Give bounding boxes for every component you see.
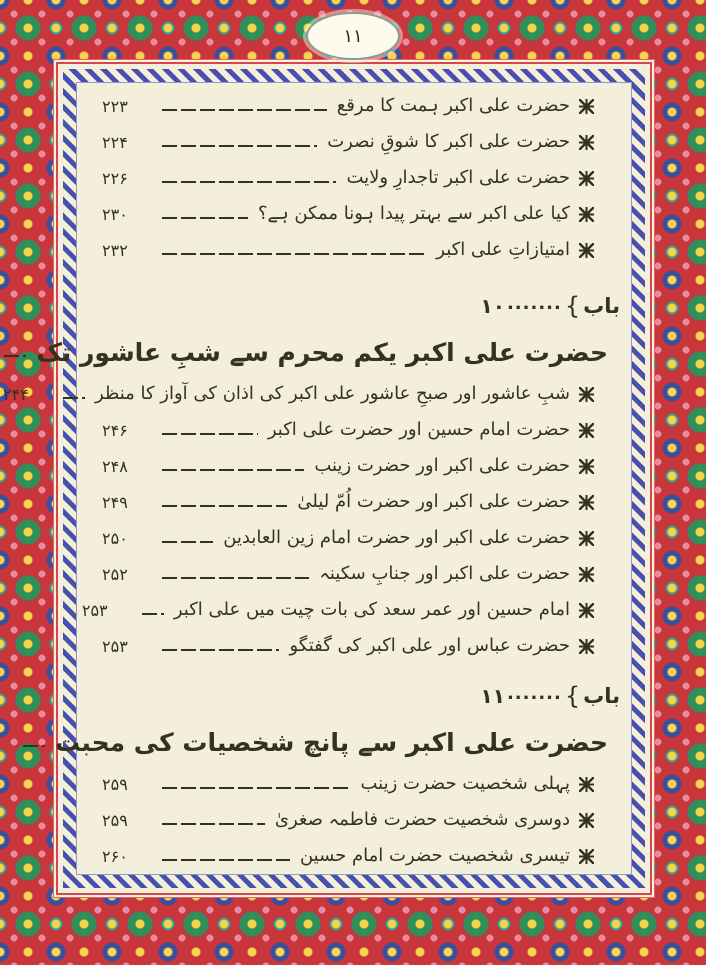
- toc-entry: [3, 376, 624, 412]
- entry-page-number: ۲۵۰: [102, 528, 128, 548]
- toc-entry: [82, 556, 624, 592]
- chapter-dots: .......: [506, 682, 562, 704]
- dash-leader: [162, 217, 248, 219]
- page-number: ۱۱: [343, 25, 363, 47]
- dash-leader: [162, 823, 265, 825]
- asterisk-icon: [579, 135, 594, 150]
- asterisk-icon: [579, 171, 594, 186]
- entry-page-number: ۲۲۳: [102, 96, 128, 116]
- toc-entry: [82, 160, 624, 196]
- asterisk-icon: [579, 813, 594, 828]
- toc-entry: [82, 520, 624, 556]
- asterisk-icon: [579, 387, 594, 402]
- entry-title: حضرت علی اکبر اور حضرت زینب: [314, 455, 570, 476]
- chapter-title-row: [36, 328, 624, 376]
- asterisk-icon: [579, 207, 594, 222]
- entry-page-number: ۲۵۹: [102, 810, 128, 830]
- entry-title: حضرت علی اکبر ہمت کا مرقع: [336, 95, 570, 116]
- entry-page-number: ۲۵۲: [102, 564, 128, 584]
- dash-leader: [162, 253, 426, 255]
- dash-leader: [63, 397, 85, 399]
- toc-entry: [82, 232, 624, 268]
- entry-page-number: ۲۶۰: [102, 846, 128, 866]
- entry-title: شبِ عاشور اور صبحِ عاشور علی اکبر کی اذان کی آواز کا منظر: [95, 383, 570, 404]
- dash-leader: [4, 355, 26, 357]
- chapter-title: حضرت علی اکبر یکم محرم سے شبِ عاشور تک: [36, 337, 608, 367]
- entry-page-number: ۲۴۸: [102, 456, 128, 476]
- entry-title: حضرت عباس اور علی اکبر کی گفتگو: [289, 635, 570, 656]
- dash-leader: [162, 145, 317, 147]
- toc-entry: [82, 592, 624, 628]
- chapter-label: باب: [583, 684, 620, 708]
- entry-page-number: ۲۵۳: [81, 600, 108, 620]
- asterisk-icon: [579, 849, 594, 864]
- dash-leader: [162, 787, 350, 789]
- asterisk-icon: [579, 603, 594, 618]
- entry-title: دوسری شخصیت حضرت فاطمہ صغریٰ: [274, 809, 570, 830]
- chapter-dots: .......: [506, 292, 562, 314]
- entry-page-number: ۲۲۴: [102, 132, 128, 152]
- entry-title: پہلی شخصیت حضرت زینب: [360, 773, 570, 794]
- toc-entry: [82, 628, 624, 664]
- dash-leader: [23, 745, 45, 747]
- entry-page-number: ۲۵۹: [102, 774, 128, 794]
- asterisk-icon: [579, 459, 594, 474]
- asterisk-icon: [579, 423, 594, 438]
- page-number-cartouche: [306, 12, 400, 60]
- chapter-title: حضرت علی اکبر سے پانچ شخصیات کی محبت: [54, 727, 608, 757]
- entry-page-number: ۲۲۶: [102, 168, 128, 188]
- entry-title: حضرت علی اکبر کا شوقِ نصرت: [327, 131, 570, 152]
- asterisk-icon: [579, 99, 594, 114]
- entry-page-number: ۲۳۲: [102, 240, 128, 260]
- page-sheet: [3, 62, 652, 895]
- dash-leader: [162, 433, 258, 435]
- chapter-label: باب: [583, 294, 620, 318]
- asterisk-icon: [579, 531, 594, 546]
- entry-title: حضرت علی اکبر تاجدارِ ولایت: [346, 167, 570, 188]
- toc-entry: [82, 448, 624, 484]
- entry-title: کیا علی اکبر سے بہتر پیدا ہونا ممکن ہے؟: [257, 203, 570, 224]
- dash-leader: [142, 613, 164, 615]
- toc-entry: [82, 838, 624, 874]
- entry-title: تیسری شخصیت حضرت امام حسین: [299, 845, 570, 866]
- entry-page-number: ۲۴۴: [3, 384, 29, 404]
- chapter-header-11: [82, 674, 624, 718]
- chapter-title-row: [54, 718, 624, 766]
- table-of-contents: [3, 88, 624, 875]
- toc-entry: [82, 124, 624, 160]
- dash-leader: [162, 859, 290, 861]
- entry-page-number: ۲۵۳: [102, 636, 128, 656]
- entry-page-number: ۲۳۰: [102, 204, 128, 224]
- toc-entry: [82, 88, 624, 124]
- dash-leader: [162, 109, 327, 111]
- toc-entry: [82, 802, 624, 838]
- chapter-header-10: [82, 284, 624, 328]
- dash-leader: [162, 505, 287, 507]
- entry-title: حضرت علی اکبر اور حضرت اُمّ لیلیٰ: [297, 491, 570, 512]
- chapter-brace: {: [564, 682, 581, 710]
- toc-entry: [82, 196, 624, 232]
- chapter-number: ۱۰: [480, 294, 505, 318]
- entry-page-number: ۲۴۹: [102, 492, 128, 512]
- dash-leader: [162, 649, 279, 651]
- dash-leader: [162, 469, 304, 471]
- chapter-page-number: [0, 732, 13, 752]
- asterisk-icon: [579, 777, 594, 792]
- asterisk-icon: [579, 495, 594, 510]
- asterisk-icon: [579, 567, 594, 582]
- dash-leader: [162, 181, 336, 183]
- entry-page-number: ۲۴۶: [102, 420, 128, 440]
- entry-title: امتیازاتِ علی اکبر: [436, 239, 570, 260]
- asterisk-icon: [579, 243, 594, 258]
- dash-leader: [162, 577, 309, 579]
- chapter-number: ۱۱: [480, 684, 505, 708]
- entry-title: حضرت علی اکبر اور جنابِ سکینہ: [319, 563, 570, 584]
- entry-title: امام حسین اور عمر سعد کی بات چیت میں علی اکبر: [173, 599, 570, 620]
- chapter-brace: {: [564, 292, 581, 320]
- asterisk-icon: [579, 639, 594, 654]
- dash-leader: [162, 541, 213, 543]
- entry-title: حضرت علی اکبر اور حضرت امام زین العابدین: [223, 527, 570, 548]
- toc-entry: [82, 766, 624, 802]
- entry-title: حضرت امام حسین اور حضرت علی اکبر: [267, 419, 570, 440]
- toc-entry: [82, 412, 624, 448]
- toc-entry: [82, 484, 624, 520]
